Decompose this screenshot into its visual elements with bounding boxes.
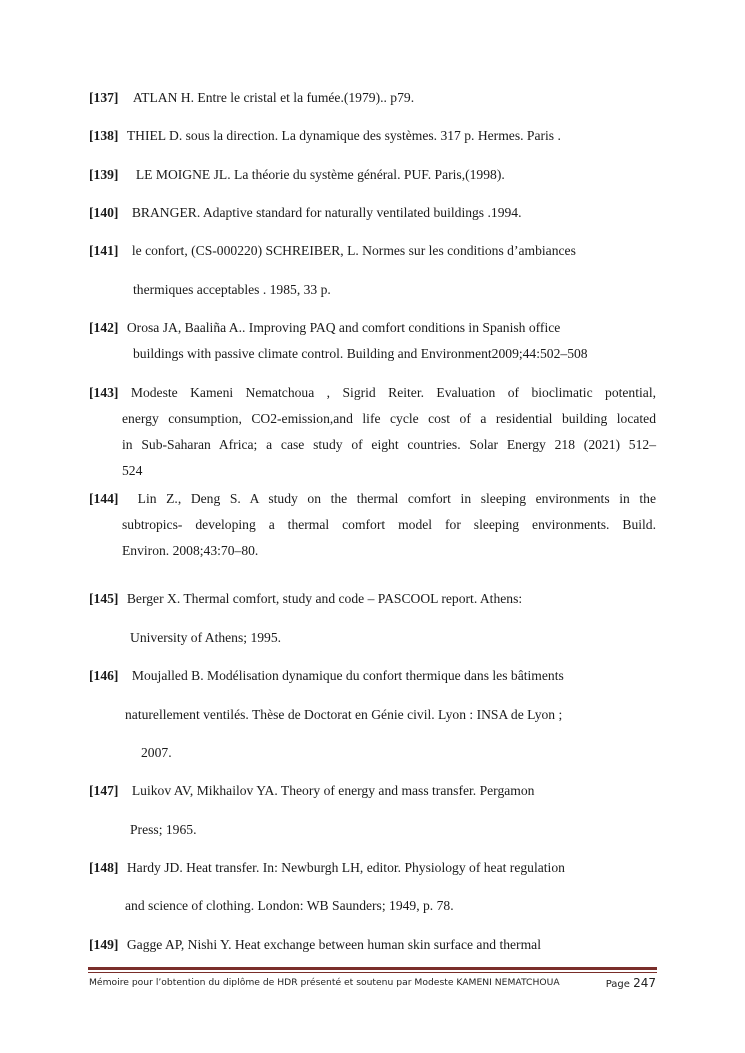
- page-number: 247: [633, 976, 656, 990]
- reference-138: [89, 127, 656, 144]
- reference-text: BRANGER. Adaptive standard for naturally ventilated buildings .1994.: [131, 205, 522, 220]
- reference-number: [148]: [89, 860, 119, 875]
- reference-146-continuation: naturellement ventilés. Thèse de Doctorat en Génie civil. Lyon : INSA de Lyon ;: [125, 707, 563, 722]
- reference-text: in Sub-Saharan Africa; a case study of eight countries. Solar Energy 218 (2021) 512–: [122, 437, 656, 452]
- reference-text: Luikov AV, Mikhailov YA. Theory of energy and mass transfer. Pergamon: [131, 783, 535, 798]
- reference-text: Gagge AP, Nishi Y. Heat exchange between human skin surface and thermal: [126, 937, 541, 952]
- reference-144: [89, 486, 656, 512]
- footer-rule-thin: [88, 972, 657, 973]
- reference-text: energy consumption, CO2-emission,and life cycle cost of a residential building located: [122, 411, 656, 426]
- reference-number: [139]: [89, 167, 119, 182]
- reference-137: [89, 89, 656, 106]
- reference-146: [89, 667, 656, 684]
- reference-143-line-1: [89, 380, 656, 406]
- reference-140: [89, 204, 656, 221]
- reference-number: [142]: [89, 320, 119, 335]
- page-label: Page: [605, 979, 630, 990]
- reference-144-continuation: [122, 512, 656, 564]
- footer-rule-thick: [88, 967, 657, 970]
- reference-148-continuation: and science of clothing. London: WB Saunders; 1949, p. 78.: [125, 898, 454, 913]
- reference-text: ATLAN H. Entre le cristal et la fumée.(1979).. p79.: [132, 90, 415, 105]
- reference-149: [89, 936, 656, 953]
- reference-text: Orosa JA, Baaliña A.. Improving PAQ and comfort conditions in Spanish office: [126, 320, 561, 335]
- reference-145-continuation: University of Athens; 1995.: [130, 630, 282, 645]
- reference-145: [89, 590, 656, 607]
- reference-147: [89, 782, 656, 799]
- reference-text: le confort, (CS-000220) SCHREIBER, L. Normes sur les conditions d’ambiances: [131, 243, 576, 258]
- reference-number: [145]: [89, 591, 119, 606]
- reference-146-continuation: 2007.: [141, 745, 172, 760]
- reference-143-continuation: [122, 406, 656, 484]
- reference-text: LE MOIGNE JL. La théorie du système général. PUF. Paris,(1998).: [135, 167, 505, 182]
- reference-142-continuation: buildings with passive climate control. Building and Environment2009;44:502–508: [133, 346, 588, 361]
- reference-text: Modeste Kameni Nematchoua , Sigrid Reiter. Evaluation of bioclimatic potential,: [130, 385, 656, 400]
- reference-text: THIEL D. sous la direction. La dynamique des systèmes. 317 p. Hermes. Paris .: [126, 128, 561, 143]
- reference-text: Environ. 2008;43:70–80.: [122, 543, 259, 558]
- reference-139: [89, 166, 656, 183]
- footer-text: Mémoire pour l’obtention du diplôme de HDR présenté et soutenu par Modeste KAMENI NEMATCHOUA: [89, 977, 560, 988]
- reference-147-continuation: Press; 1965.: [130, 822, 197, 837]
- reference-text: Berger X. Thermal comfort, study and code – PASCOOL report. Athens:: [126, 591, 523, 606]
- reference-text: 524: [122, 463, 143, 478]
- reference-number: [149]: [89, 937, 119, 952]
- reference-text: Lin Z., Deng S. A study on the thermal comfort in sleeping environments in the: [137, 491, 656, 506]
- footer-page-number: [606, 976, 656, 990]
- reference-148: [89, 859, 656, 876]
- reference-142: [89, 319, 656, 336]
- reference-number: [137]: [89, 90, 119, 105]
- reference-144-line-1: [89, 486, 656, 512]
- reference-number: [143]: [89, 385, 119, 400]
- reference-141-continuation: thermiques acceptables . 1985, 33 p.: [133, 282, 331, 297]
- reference-number: [141]: [89, 243, 119, 258]
- reference-number: [140]: [89, 205, 119, 220]
- reference-number: [146]: [89, 668, 119, 683]
- reference-number: [144]: [89, 491, 119, 506]
- reference-143: [89, 380, 656, 406]
- reference-number: [138]: [89, 128, 119, 143]
- reference-text: subtropics- developing a thermal comfort model for sleeping environments. Build.: [122, 517, 656, 532]
- reference-text: Hardy JD. Heat transfer. In: Newburgh LH, editor. Physiology of heat regulation: [126, 860, 565, 875]
- reference-text: Moujalled B. Modélisation dynamique du confort thermique dans les bâtiments: [131, 668, 564, 683]
- reference-141: [89, 242, 656, 259]
- reference-number: [147]: [89, 783, 119, 798]
